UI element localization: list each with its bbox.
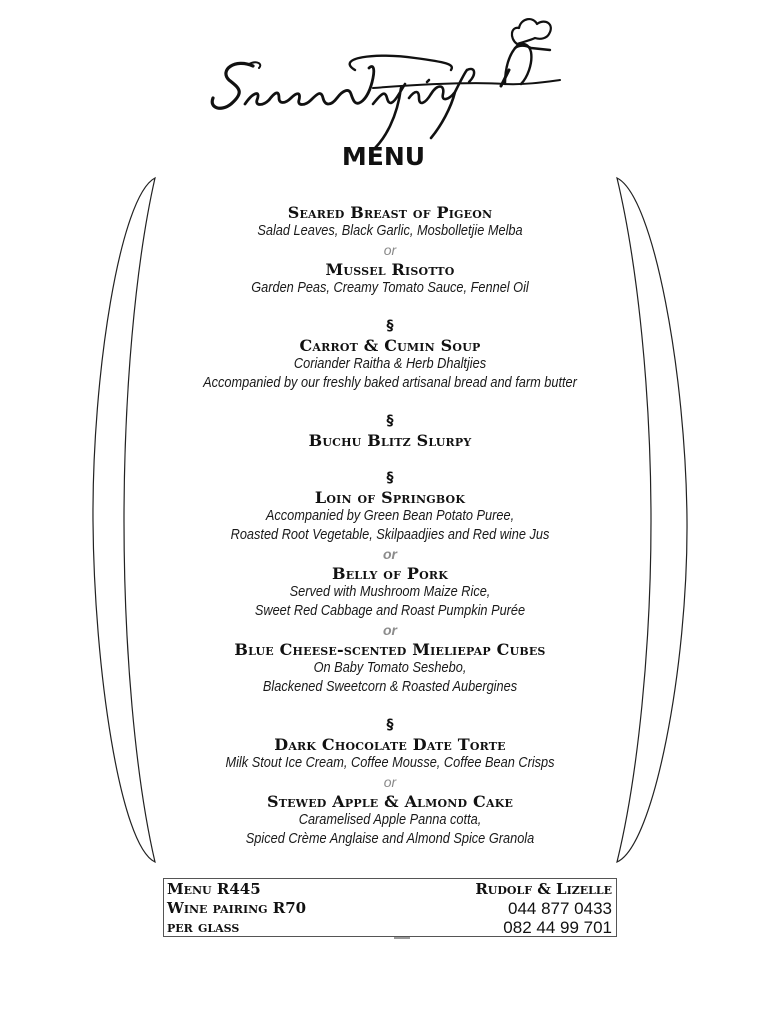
dish-name: Belly of Pork xyxy=(332,564,448,583)
dish-description: Accompanied by Green Bean Potato Puree, xyxy=(265,508,515,524)
or-divider: or xyxy=(383,242,397,258)
serendipity-logo xyxy=(205,8,565,148)
section-separator: § xyxy=(386,717,394,733)
dish-description: Spiced Crème Anglaise and Almond Spice Granola xyxy=(245,831,535,847)
dish-description: Served with Mushroom Maize Rice, xyxy=(289,584,491,600)
section-separator: § xyxy=(386,318,394,334)
course-dessert xyxy=(160,716,620,849)
section-separator: § xyxy=(386,470,394,486)
dish-name: Carrot & Cumin Soup xyxy=(299,336,481,355)
dish-name: Loin of Springbok xyxy=(314,488,466,507)
or-divider: or xyxy=(383,774,397,790)
or-divider: or xyxy=(383,546,397,562)
dish-name: Stewed Apple & Almond Cake xyxy=(266,792,514,811)
dish-description: Caramelised Apple Panna cotta, xyxy=(298,812,482,828)
footer-notch-mark xyxy=(394,937,410,939)
right-bracket-decoration xyxy=(614,176,690,866)
dish-name: Seared Breast of Pigeon xyxy=(287,203,493,222)
phone-number: 082 44 99 701 xyxy=(503,918,612,937)
dish-description: Accompanied by our freshly baked artisanal bread and farm butter xyxy=(203,375,577,391)
or-divider: or xyxy=(383,622,397,638)
wine-pairing-price: Wine pairing R70 xyxy=(167,899,307,917)
menu-content xyxy=(160,203,620,849)
dish-description: Salad Leaves, Black Garlic, Mosbolletjie Melba xyxy=(257,223,523,239)
dish-description: Sweet Red Cabbage and Roast Pumpkin Purée xyxy=(254,603,526,619)
dish-description: Blackened Sweetcorn & Roasted Aubergines xyxy=(262,679,518,695)
section-separator: § xyxy=(386,413,394,429)
contact-info xyxy=(475,880,612,937)
menu-title: MENU xyxy=(341,142,426,171)
course-main xyxy=(160,469,620,697)
chef-bird-icon xyxy=(205,8,565,148)
dish-name: Dark Chocolate Date Torte xyxy=(274,735,506,754)
dish-name: Buchu Blitz Slurpy xyxy=(308,431,472,450)
dish-description: Roasted Root Vegetable, Skilpaadjies and Red wine Jus xyxy=(230,527,550,543)
pricing-contact-box xyxy=(163,878,617,937)
dish-description: Milk Stout Ice Cream, Coffee Mousse, Coffee Bean Crisps xyxy=(225,755,555,771)
pricing-info xyxy=(167,880,306,937)
phone-number: 044 877 0433 xyxy=(508,899,612,918)
wine-pairing-unit: per glass xyxy=(167,918,240,936)
course-palate-cleanser xyxy=(160,412,620,450)
dish-description: Garden Peas, Creamy Tomato Sauce, Fennel Oil xyxy=(251,280,529,296)
course-starter xyxy=(160,203,620,298)
contact-names: Rudolf & Lizelle xyxy=(475,880,612,898)
dish-name: Blue Cheese-scented Mieliepap Cubes xyxy=(234,640,546,659)
menu-price: Menu R445 xyxy=(167,880,261,898)
dish-name: Mussel Risotto xyxy=(325,260,455,279)
course-soup xyxy=(160,317,620,393)
dish-description: Coriander Raitha & Herb Dhaltjies xyxy=(293,356,487,372)
dish-description: On Baby Tomato Seshebo, xyxy=(313,660,467,676)
left-bracket-decoration xyxy=(90,176,160,866)
